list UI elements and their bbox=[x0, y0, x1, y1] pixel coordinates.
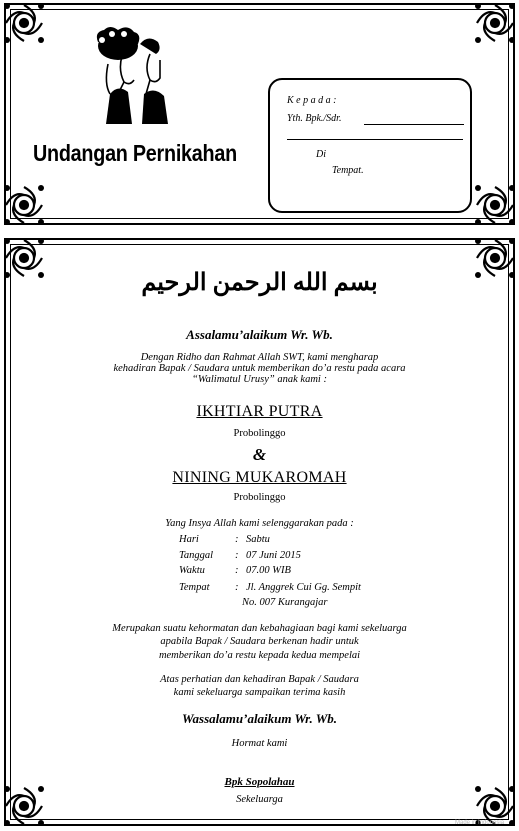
intro-line-3: “Walimatul Urusy” anak kami : bbox=[192, 374, 327, 385]
signer-family: Sekeluarga bbox=[236, 794, 283, 805]
thanks-line-1: Atas perhatian dan kehadiran Bapak / Saudara bbox=[160, 674, 359, 685]
schedule-colon: : bbox=[235, 582, 239, 593]
bride-name: NINING MUKAROMAH bbox=[172, 469, 347, 486]
basmala-calligraphy: بسم الله الرحمن الرحيم bbox=[141, 270, 378, 296]
greeting: Assalamu’alaikum Wr. Wb. bbox=[186, 327, 333, 342]
schedule-colon: : bbox=[235, 550, 239, 561]
address-at-label: Di bbox=[316, 149, 326, 160]
ampersand: & bbox=[252, 445, 267, 464]
address-line-2: No. 007 Kurangajar bbox=[242, 597, 328, 608]
address-place-label: Tempat. bbox=[332, 165, 364, 176]
honor-line-2: apabila Bapak / Saudara berkenan hadir untuk bbox=[160, 636, 359, 647]
ornament-bottom-left-icon bbox=[2, 183, 46, 227]
schedule-value-date: 07 Juni 2015 bbox=[246, 550, 301, 561]
bride-city: Probolinggo bbox=[233, 492, 286, 503]
schedule-label-place: Tempat bbox=[179, 582, 210, 593]
schedule-label-date: Tanggal bbox=[179, 550, 214, 561]
schedule-colon: : bbox=[235, 565, 239, 576]
honor-line-3: memberikan do’a restu kepada kedua mempelai bbox=[158, 650, 361, 661]
groom-name: IKHTIAR PUTRA bbox=[196, 403, 323, 420]
schedule-intro: Yang Insya Allah kami selenggarakan pada : bbox=[165, 518, 354, 529]
watermark: Made in Indonesia bbox=[455, 820, 505, 826]
address-to-label: K e p a d a : bbox=[287, 95, 337, 106]
cover-title: Undangan Pernikahan bbox=[33, 140, 237, 166]
signer-name: Bpk Sopolahau bbox=[224, 776, 295, 788]
ornament-top-left-icon bbox=[2, 1, 46, 45]
regards: Hormat kami bbox=[231, 738, 288, 749]
couple-illustration-icon bbox=[88, 24, 176, 124]
schedule-value-day: Sabtu bbox=[246, 534, 270, 545]
honor-line-1: Merupakan suatu kehormatan dan kebahagiaan bagi kami sekeluarga bbox=[112, 623, 407, 634]
thanks-line-2: kami sekeluarga sampaikan terima kasih bbox=[173, 687, 346, 698]
schedule-colon: : bbox=[235, 534, 239, 545]
ornament-bottom-left-icon bbox=[2, 784, 46, 828]
intro-line-2: kehadiran Bapak / Saudara untuk memberikan do’a restu pada acara bbox=[113, 363, 406, 374]
ornament-bottom-right-icon bbox=[473, 183, 517, 227]
address-name-line[interactable] bbox=[364, 124, 464, 125]
address-name-line-2[interactable] bbox=[287, 139, 463, 140]
schedule-value-place: Jl. Anggrek Cui Gg. Sempit bbox=[246, 582, 361, 593]
schedule-label-time: Waktu bbox=[179, 565, 205, 576]
ornament-top-right-icon bbox=[473, 1, 517, 45]
groom-city: Probolinggo bbox=[233, 428, 286, 439]
address-name-label: Yth. Bpk./Sdr. bbox=[287, 113, 342, 124]
closing-greeting: Wassalamu’alaikum Wr. Wb. bbox=[181, 711, 338, 726]
intro-line-1: Dengan Ridho dan Rahmat Allah SWT, kami mengharap bbox=[140, 352, 379, 363]
schedule-value-time: 07.00 WIB bbox=[246, 565, 291, 576]
schedule-label-day: Hari bbox=[179, 534, 199, 545]
